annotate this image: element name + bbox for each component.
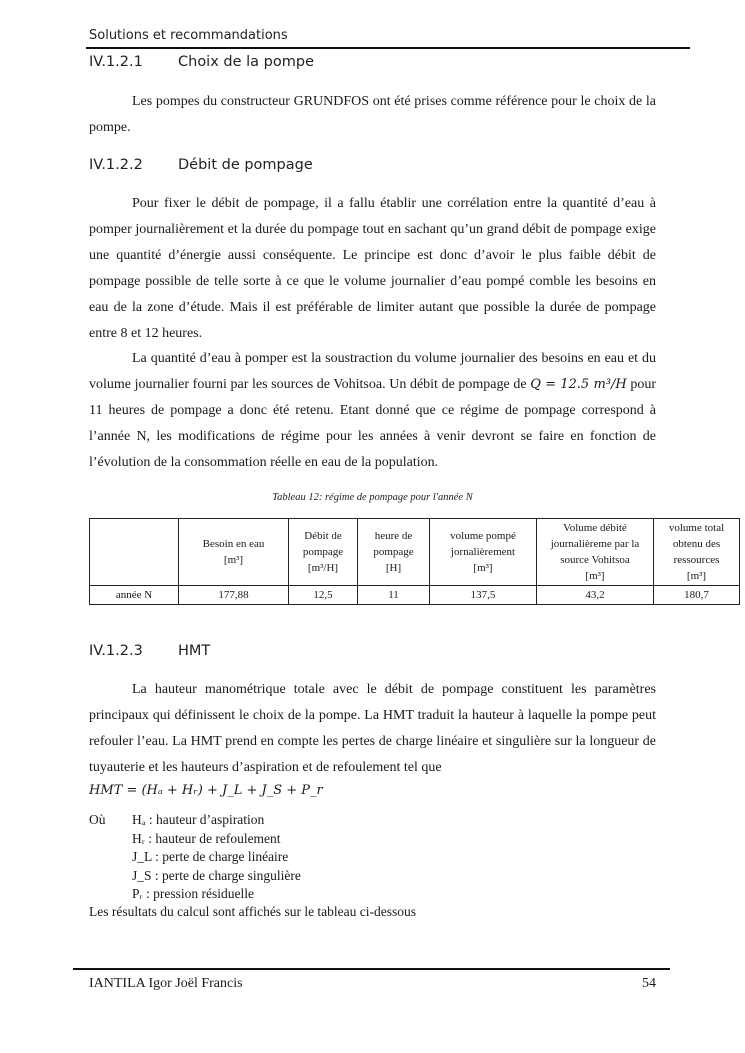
table-header-cell: volume total obtenu des ressources [m³] [654, 519, 740, 586]
section-heading-hmt [89, 643, 210, 659]
table-header-cell: Débit de pompage [m³/H] [289, 519, 358, 586]
table-cell: 177,88 [179, 586, 289, 605]
paragraph-debit-1: Pour fixer le débit de pompage, il a fallu établir une corrélation entre la quantité d’eau à pomper journalièrement et la durée du pompage tout en sachant qu’un grand débit de pompage exige une quantité d’énergie aussi conséquente. Le principe est donc d’avoir le plus faible débit de pompage possible de telle sorte à ce que le volume journalier d’eau pompé comble les besoins en eau de la zone d’étude. Mais il est préférable de limiter autant que possible la durée de pompage entre 8 et 12 heures. [89, 196, 656, 341]
section-number: IV.1.2.3 [89, 643, 143, 659]
pumping-regime-table [89, 518, 740, 605]
paragraph-debit-2: La quantité d’eau à pomper est la soustraction du volume journalier des besoins en eau et du volume journalier fourni par les sources de Vohitsoa. Un débit de pompage de Q = 12.5 m³/H pour 11 heures de pompage a donc été retenu. Etant donné que ce régime de pompage correspond à l’année N, les modifications de régime pour les années à venir devront se faire en fonction de l’évolution de la consommation réelle en eau de la population. [89, 351, 656, 470]
table-cell: 11 [358, 586, 430, 605]
section-title: HMT [178, 643, 211, 659]
paragraph-hmt: La hauteur manométrique totale avec le débit de pompage constituent les paramètres principaux qui définissent le choix de la pompe. La HMT traduit la hauteur à laquelle la pompe peut refouler l’eau. La HMT prend en compte les pertes de charge linéaire et singulière sur la longueur de tuyauterie et les hauteurs d’aspiration et de refoulement tel que [89, 682, 656, 775]
section-number: IV.1.2.1 [89, 54, 143, 70]
header-rule [86, 47, 690, 49]
footer-rule [73, 968, 670, 970]
results-note: Les résultats du calcul sont affichés sur le tableau ci-dessous [89, 904, 417, 919]
page-number: 54 [642, 976, 656, 991]
hmt-formula: HMT = (Hₐ + Hᵣ) + J_L + J_S + P_r [89, 783, 323, 798]
section-title: Choix de la pompe [178, 54, 314, 70]
flow-rate-math: Q = 12.5 m³/H [530, 377, 627, 392]
section-number: IV.1.2.2 [89, 157, 143, 173]
table-cell: 137,5 [430, 586, 537, 605]
section-heading-choix [89, 54, 314, 70]
running-header: Solutions et recommandations [89, 28, 288, 43]
definitions-lead: Où [89, 812, 106, 827]
table-header-cell: volume pompé jornalièrement [m³] [430, 519, 537, 586]
table-row [90, 586, 740, 605]
table-header-cell: heure de pompage [H] [358, 519, 430, 586]
section-heading-debit [89, 157, 313, 173]
table-header-row [90, 519, 740, 586]
table-cell: 180,7 [654, 586, 740, 605]
table-header-cell: Volume débité journalièreme par la source Vohitsoa [m³] [537, 519, 654, 586]
footer-author: IANTILA Igor Joël Francis [89, 976, 243, 991]
table-cell: 43,2 [537, 586, 654, 605]
section-title: Débit de pompage [178, 157, 313, 173]
table-caption: Tableau 12: régime de pompage pour l'année N [272, 492, 473, 503]
table-header-cell: Besoin en eau [m³] [179, 519, 289, 586]
table-cell: 12,5 [289, 586, 358, 605]
table-corner-cell [90, 519, 179, 586]
paragraph-choix: Les pompes du constructeur GRUNDFOS ont été prises comme référence pour le choix de la pompe. [89, 94, 656, 135]
table-row-label: année N [90, 586, 179, 605]
